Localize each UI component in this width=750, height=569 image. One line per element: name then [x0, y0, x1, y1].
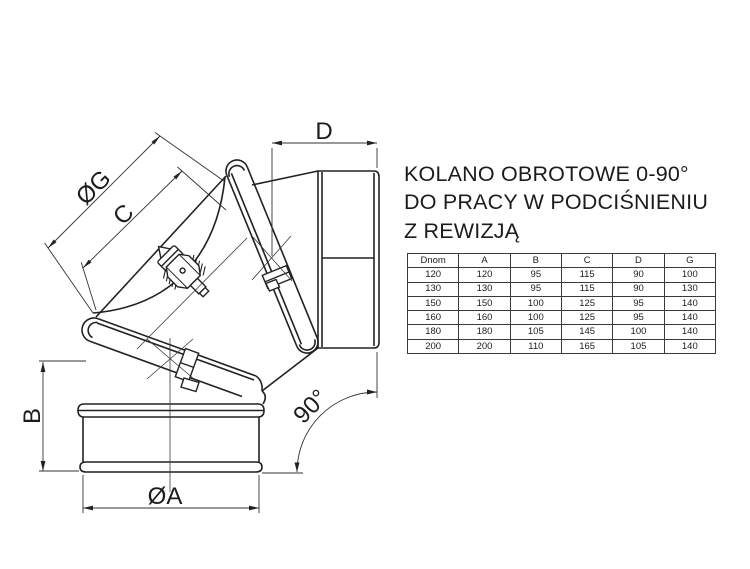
- lower-band-inner-line: [97, 323, 254, 380]
- column-header-dnom: Dnom: [408, 254, 459, 268]
- table-cell: 120: [408, 268, 459, 282]
- lower-band-clamp: [175, 349, 199, 392]
- dim-c-ext-bottom: [81, 262, 96, 310]
- table-row: [408, 311, 716, 325]
- table-cell: 110: [510, 339, 561, 353]
- table-cell: 180: [408, 325, 459, 339]
- table-cell: 180: [459, 325, 510, 339]
- top-slant-edge: [252, 171, 318, 185]
- dim-label-c: C: [108, 199, 140, 231]
- table-cell: 140: [664, 325, 715, 339]
- upper-band-inner-line: [231, 173, 301, 344]
- table-row: [408, 268, 716, 282]
- column-header-d: D: [613, 254, 664, 268]
- table-cell: 115: [561, 282, 612, 296]
- table-cell: 100: [664, 268, 715, 282]
- dim-label-og: ØG: [70, 164, 117, 211]
- dim-label-b: B: [19, 407, 46, 425]
- table-cell: 140: [664, 296, 715, 310]
- table-cell: 130: [408, 282, 459, 296]
- table-row: [408, 325, 716, 339]
- table-cell: 115: [561, 268, 612, 282]
- lower-band-top-edge: [98, 319, 256, 376]
- table-cell: 120: [459, 268, 510, 282]
- table-cell: 160: [459, 311, 510, 325]
- table-cell: 200: [408, 339, 459, 353]
- product-title-line-1: KOLANO OBROTOWE 0-90°: [404, 162, 689, 186]
- table-cell: 105: [613, 339, 664, 353]
- upper-band-cap-top-inner: [229, 166, 245, 177]
- lower-band-cap: [82, 318, 98, 341]
- table-cell: 95: [510, 268, 561, 282]
- table-cell: 95: [613, 311, 664, 325]
- column-header-g: G: [664, 254, 715, 268]
- table-cell: 100: [510, 311, 561, 325]
- table-cell: 130: [459, 282, 510, 296]
- table-cell: 95: [510, 282, 561, 296]
- table-row: [408, 296, 716, 310]
- dim-og-ext-top: [155, 133, 224, 182]
- inlet-cylinder: [78, 391, 265, 472]
- dim-label-angle: 90°: [288, 384, 334, 430]
- table-cell: 125: [561, 296, 612, 310]
- inlet-junction-curve: [262, 391, 265, 404]
- table-cell: 125: [561, 311, 612, 325]
- column-header-b: B: [510, 254, 561, 268]
- table-cell: 165: [561, 339, 612, 353]
- product-title-line-3: Z REWIZJĄ: [404, 218, 520, 243]
- upper-band-cap-bottom-inner: [299, 339, 315, 350]
- table-cell: 150: [459, 296, 510, 310]
- table-cell: 200: [459, 339, 510, 353]
- column-header-a: A: [459, 254, 510, 268]
- column-header-c: C: [561, 254, 612, 268]
- table-cell: 90: [613, 268, 664, 282]
- table-row: [408, 282, 716, 296]
- table-row: [408, 339, 716, 353]
- inlet-bottom-rim: [80, 462, 262, 472]
- table-cell: 140: [664, 339, 715, 353]
- product-title: [404, 160, 708, 245]
- inspection-door-latch: [145, 233, 219, 307]
- table-cell: 100: [613, 325, 664, 339]
- table-cell: 100: [510, 296, 561, 310]
- dimensions-table: [407, 253, 716, 354]
- lower-band-end-curve: [256, 376, 262, 391]
- bottom-slant-edge: [262, 348, 318, 391]
- dim-label-oa: ØA: [147, 483, 183, 510]
- table-cell: 95: [613, 296, 664, 310]
- table-cell: 140: [664, 311, 715, 325]
- table-cell: 105: [510, 325, 561, 339]
- dim-c-ext-top: [178, 167, 227, 210]
- dim-label-d: D: [315, 118, 333, 145]
- table-cell: 90: [613, 282, 664, 296]
- table-cell: 145: [561, 325, 612, 339]
- outlet-pipe-outline: [318, 171, 379, 348]
- table-cell: 130: [664, 282, 715, 296]
- product-title-line-2: DO PRACY W PODCIŚNIENIU: [404, 190, 709, 215]
- lower-band-bottom-edge: [90, 341, 242, 396]
- lower-band-cap-inner: [88, 322, 97, 337]
- upper-band-clamp: [262, 266, 291, 291]
- table-header-row: [408, 254, 716, 268]
- table-cell: 160: [408, 311, 459, 325]
- table-cell: 150: [408, 296, 459, 310]
